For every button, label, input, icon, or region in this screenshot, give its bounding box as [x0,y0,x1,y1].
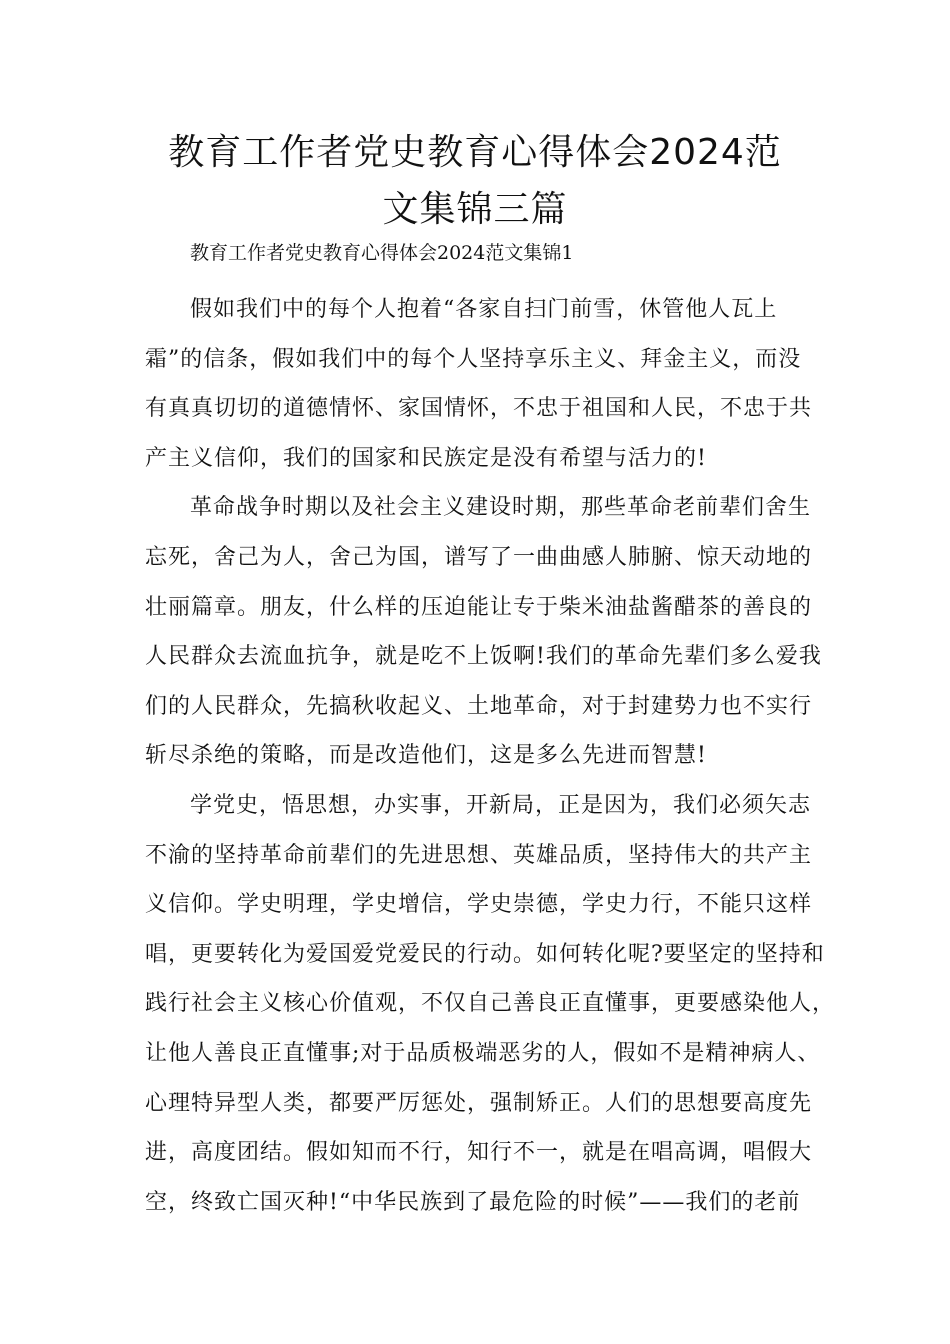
text-line: 心理特异型人类，都要严厉惩处，强制矫正。人们的思想要高度先 [145,1090,813,1116]
text-line: 义信仰。学史明理，学史增信，学史崇德，学史力行，不能只这样 [145,892,813,918]
text-line: 人民群众去流血抗争，就是吃不上饭啊!我们的革命先辈们多么爱我 [145,644,822,670]
title-line: 文集锦三篇 [382,189,568,230]
paragraph [145,783,835,1229]
text-line: 霜”的信条，假如我们中的每个人坚持享乐主义、拜金主义，而没 [145,346,802,372]
document-title [120,124,830,238]
title-line: 教育工作者党史教育心得体会2024范 [168,132,782,173]
text-line: 进，高度团结。假如知而不行，知行不一，就是在唱高调，唱假大 [145,1140,813,1166]
text-line: 们的人民群众，先搞秋收起义、土地革命，对于封建势力也不实行 [145,693,813,719]
text-line: 让他人善良正直懂事;对于品质极端恶劣的人，假如不是精神病人、 [145,1040,821,1066]
text-line: 学党史，悟思想，办实事，开新局，正是因为，我们必须矢志 [190,792,812,818]
text-line: 唱，更要转化为爱国爱党爱民的行动。如何转化呢?要坚定的坚持和 [145,941,825,967]
document-subtitle: 教育工作者党史教育心得体会2024范文集锦1 [190,242,574,264]
text-line: 有真真切切的道德情怀、家国情怀，不忠于祖国和人民，不忠于共 [145,396,813,422]
text-line: 忘死，舍己为人，舍己为国，谱写了一曲曲感人肺腑、惊天动地的 [145,544,813,570]
text-line: 斩尽杀绝的策略，而是改造他们，这是多么先进而智慧! [145,743,707,769]
paragraph [145,485,835,783]
text-line: 空，终致亡国灭种!“中华民族到了最危险的时候”——我们的老前 [145,1189,801,1215]
text-line: 不渝的坚持革命前辈们的先进思想、英雄品质，坚持伟大的共产主 [145,842,813,868]
text-line: 践行社会主义核心价值观，不仅自己善良正直懂事，更要感染他人， [145,991,836,1017]
text-line: 革命战争时期以及社会主义建设时期，那些革命老前辈们舍生 [190,495,812,521]
text-line: 壮丽篇章。朋友，什么样的压迫能让专于柴米油盐酱醋茶的善良的 [145,594,813,620]
document-body [145,287,835,1229]
text-line: 假如我们中的每个人抱着“各家自扫门前雪，休管他人瓦上 [190,297,778,322]
paragraph [145,287,835,485]
text-line: 产主义信仰，我们的国家和民族定是没有希望与活力的! [145,445,707,471]
